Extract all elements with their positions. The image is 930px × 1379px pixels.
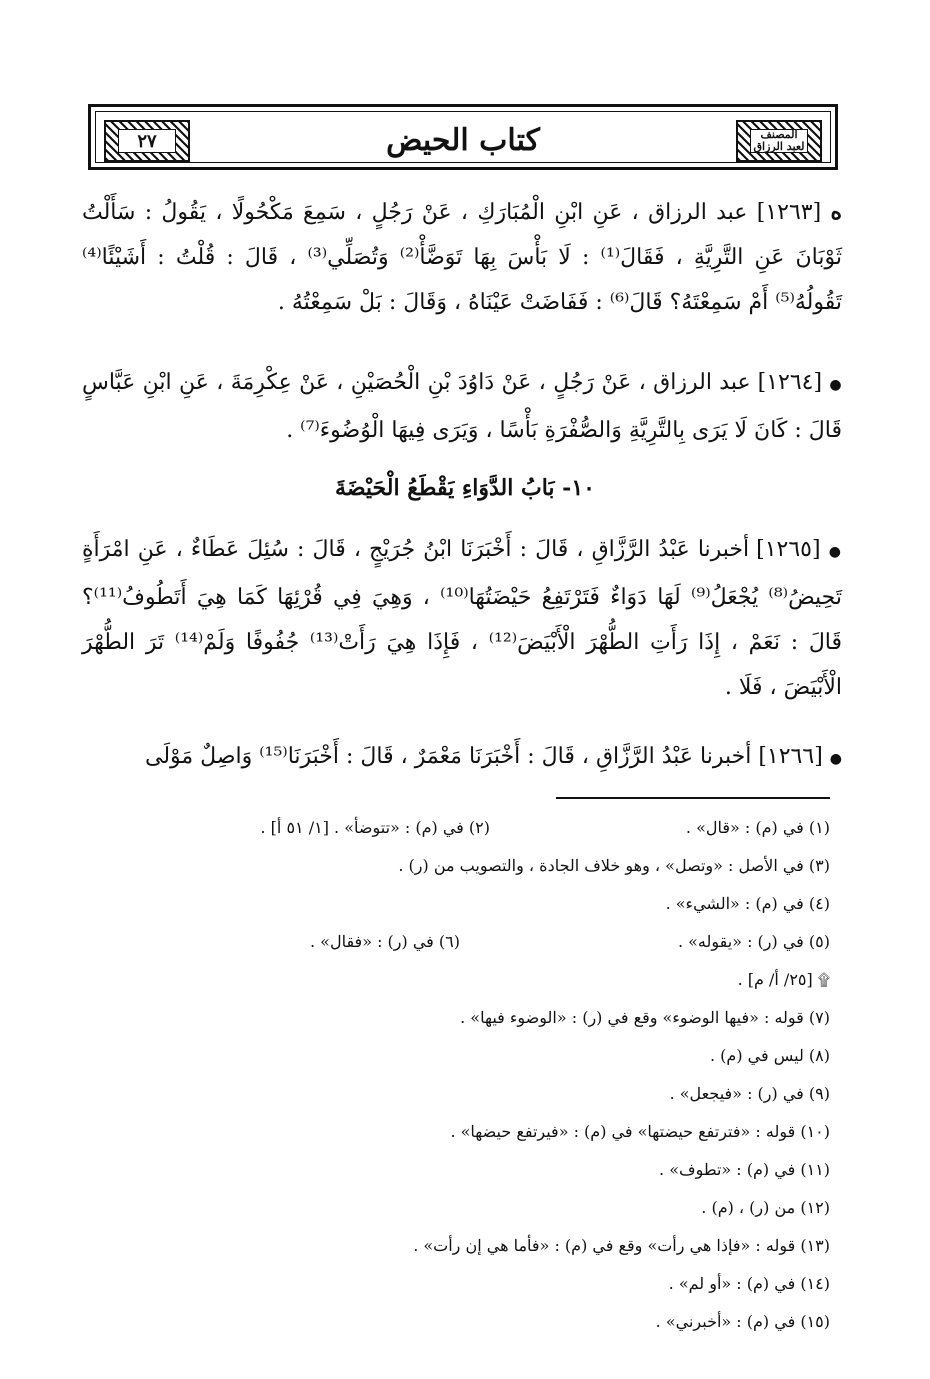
hadith-text: [١٢٦٣] عبد الرزاق ، عَنِ ابْنِ الْمُبَارَكِ ، عَنْ رَجُلٍ ، سَمِعَ مَكْحُولًا ، يَقُولُ : سَأَلْتُ ثَوْبَانَ عَنِ التَّرِيَّةِ ، فَقَالَ⁽¹⁾ : لَا بَأْسَ بِهَا تَوَضَّأْ⁽²⁾ وَتُصَلِّي⁽³⁾ ، قَالَ : قُلْتُ : أَشَيْئًا⁽⁴⁾ تَقُولُهُ⁽⁵⁾ أَمْ سَمِعْتَهُ؟ قَالَ⁽⁶⁾ : فَفَاضَتْ عَيْنَاهُ ، وَقَالَ : بَلْ سَمِعْتُهُ . [82, 200, 842, 315]
page-number-ornament [104, 120, 190, 162]
hadith-marker: ● [829, 751, 842, 767]
hadith-marker: ● [829, 377, 843, 393]
footnote-15: (١٥) في (م) : «أخبرني» . [655, 1312, 830, 1331]
hadith-text: [١٢٦٤] عبد الرزاق ، عَنْ رَجُلٍ ، عَنْ دَاوُدَ بْنِ الْحُصَيْنِ ، عَنْ عِكْرِمَةَ ، عَنِ ابْنِ عَبَّاسٍ قَالَ : كَانَ لَا يَرَى بِالتَّرِيَّةِ وَالصُّفْرَةِ بَأْسًا ، وَيَرَى فِيهَا الْوُضُوءَ⁽⁷⁾ . [82, 370, 842, 443]
footnote-4: (٤) في (م) : «الشيء» . [665, 894, 830, 913]
footnote-6: (٦) في (ر) : «فقال» . [309, 932, 460, 951]
footnote-separator [556, 797, 830, 799]
hadith-text: [١٢٦٥] أخبرنا عَبْدُ الرَّزَّاقِ ، قَالَ : أَخْبَرَنَا ابْنُ جُرَيْجٍ ، قَالَ : سُئِلَ عَطَاءٌ ، عَنِ امْرَأَةٍ تَحِيضُ⁽⁸⁾ يُجْعَلُ⁽⁹⁾ لَهَا دَوَاءٌ فَتَرْتَفِعُ حَيْضَتُهَا⁽¹⁰⁾ ، وَهِيَ فِي قُرْئِهَا كَمَا هِيَ أَتَطُوفُ⁽¹¹⁾؟ قَالَ : نَعَمْ ، إِذَا رَأَتِ الطُّهْرَ الْأَبْيَضَ⁽¹²⁾ ، فَإِذَا هِيَ رَأَتْ⁽¹³⁾ جُفُوفًا وَلَمْ⁽¹⁴⁾ تَرَ الطُّهْرَ الْأَبْيَضَ ، فَلَا . [82, 537, 843, 700]
footnote-5: (٥) في (ر) : «يقوله» . [677, 932, 830, 951]
footnote-7: (٧) قوله : «فيها الوضوء» وقع في (ر) : «الوضوء فيها» . [460, 1008, 830, 1027]
footnote-2: (٢) في (م) : «تتوضأ» . [١/ ٥١ أ] . [260, 818, 490, 837]
hadith-1263 [82, 190, 842, 325]
book-seal-ornament [736, 120, 822, 162]
footnote-1: (١) في (م) : «قال» . [685, 818, 830, 837]
page-number: ٢٧ [118, 129, 176, 153]
header-frame [95, 111, 831, 163]
hadith-1264 [82, 360, 842, 453]
footnote-11: (١١) في (م) : «تطوف» . [659, 1160, 830, 1179]
chapter-title: كتاب الحيض [386, 122, 540, 158]
footnote-14: (١٤) في (م) : «أو لم» . [668, 1274, 830, 1293]
book-seal: المصنف لعبد الرزاق [750, 129, 808, 153]
footnote-8: (٨) ليس في (م) . [710, 1046, 830, 1065]
hadith-1265 [82, 527, 842, 710]
footnote-3: (٣) في الأصل : «وتصل» ، وهو خلاف الجادة ، والتصويب من (ر) . [398, 856, 830, 875]
folio-note: ۩ [٢٥/ أ/ م] . [737, 970, 830, 989]
page-header [88, 104, 838, 170]
footnote-9: (٩) في (ر) : «فيجعل» . [669, 1084, 830, 1103]
hadith-1266 [82, 734, 842, 782]
section-heading: ١٠- بَابُ الدَّوَاءِ يَقْطَعُ الْحَيْضَةَ [335, 475, 595, 501]
footnote-10: (١٠) قوله : «فترتفع حيضتها» في (م) : «فيرتفع حيضها» . [450, 1122, 830, 1141]
footnote-13: (١٣) قوله : «فإذا هي رأت» وقع في (م) : «فأما هي إن رأت» . [413, 1236, 830, 1255]
hadith-text: [١٢٦٦] أخبرنا عَبْدُ الرَّزَّاقِ ، قَالَ : أَخْبَرَنَا مَعْمَرٌ ، قَالَ : أَخْبَرَنَا⁽¹⁵⁾ وَاصِلٌ مَوْلَى [144, 744, 823, 769]
footnote-12: (١٢) من (ر) ، (م) . [701, 1198, 830, 1217]
hadith-marker: ه [830, 199, 842, 225]
hadith-marker: ● [828, 544, 842, 560]
